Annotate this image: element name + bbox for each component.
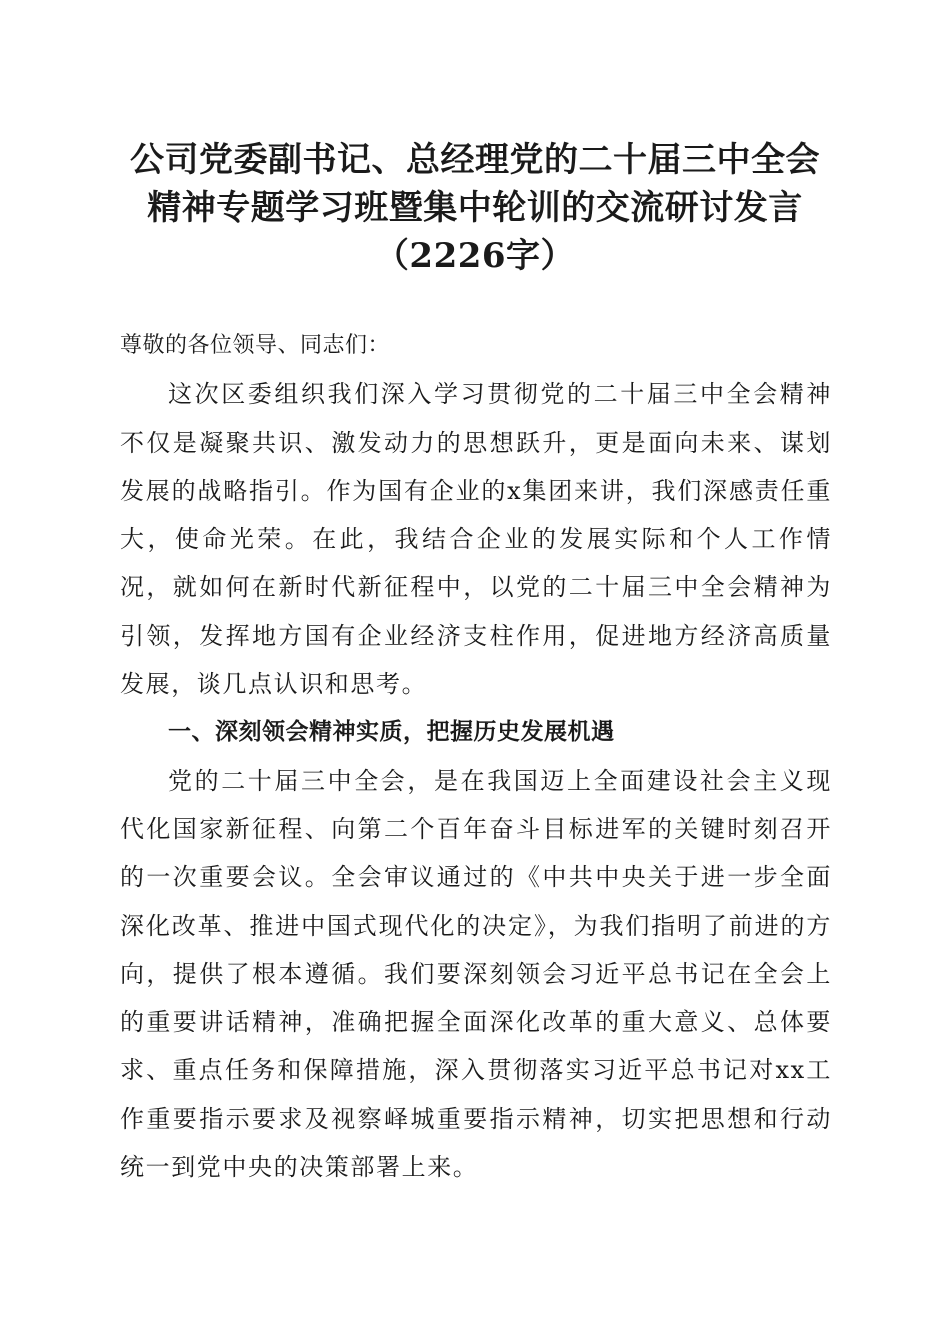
document-body <box>120 322 832 1191</box>
title-line-1: 公司党委副书记、总经理党的二十届三中全会 <box>130 140 820 180</box>
paragraph-intro: 这次区委组织我们深入学习贯彻党的二十届三中全会精神不仅是凝聚共识、激发动力的思想跃升，更是面向未来、谋划发展的战略指引。作为国有企业的x集团来讲，我们深感责任重大，使命光荣。在此，我结合企业的发展实际和个人工作情况，就如何在新时代新征程中，以党的二十届三中全会精神为引领，发挥地方国有企业经济支柱作用，促进地方经济高质量发展，谈几点认识和思考。 <box>120 380 832 699</box>
paragraph-section-1: 党的二十届三中全会，是在我国迈上全面建设社会主义现代化国家新征程、向第二个百年奋斗目标进军的关键时刻召开的一次重要会议。全会审议通过的《中共中央关于进一步全面深化改革、推进中国式现代化的决定》，为我们指明了前进的方向，提供了根本遵循。我们要深刻领会习近平总书记在全会上的重要讲话精神，准确把握全面深化改革的重大意义、总体要求、重点任务和保障措施，深入贯彻落实习近平总书记对xx工作重要指示要求及视察峄城重要指示精神，切实把思想和行动统一到党中央的决策部署上来。 <box>120 766 832 1182</box>
section-heading-1: 一、深刻领会精神实质，把握历史发展机遇 <box>168 719 615 746</box>
title-line-2: 精神专题学习班暨集中轮训的交流研讨发言 <box>147 188 803 228</box>
title-word-count: （2226字） <box>374 236 576 276</box>
salutation: 尊敬的各位领导、同志们： <box>120 333 391 358</box>
document-title <box>0 136 950 280</box>
